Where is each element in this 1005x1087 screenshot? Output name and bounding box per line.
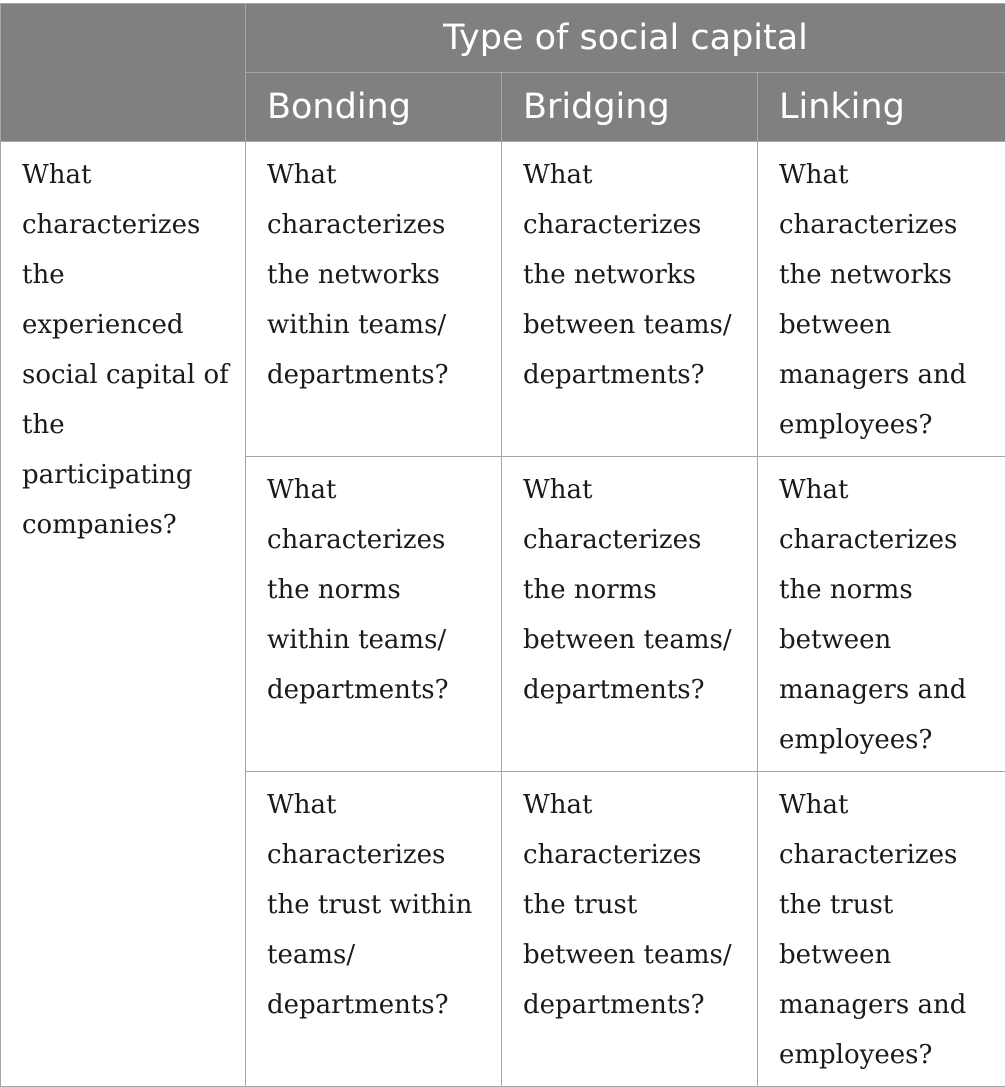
column-header-bridging: Bridging	[502, 73, 758, 142]
cell-trust-bridging: What characterizes the trust between teams/ departments?	[502, 772, 758, 1087]
cell-norms-bonding: What characterizes the norms within teams/ departments?	[246, 457, 502, 772]
social-capital-table	[0, 3, 1005, 1087]
cell-networks-linking: What characterizes the networks between managers and employees?	[758, 142, 1005, 457]
cell-networks-bridging: What characterizes the networks between teams/ departments?	[502, 142, 758, 457]
header-corner-cell	[1, 4, 246, 142]
header-group-title: Type of social capital	[246, 4, 1005, 73]
cell-trust-bonding: What characterizes the trust within teams/ departments?	[246, 772, 502, 1087]
cell-norms-linking: What characterizes the norms between managers and employees?	[758, 457, 1005, 772]
cell-networks-bonding: What characterizes the networks within teams/ departments?	[246, 142, 502, 457]
column-header-bonding: Bonding	[246, 73, 502, 142]
cell-norms-bridging: What characterizes the norms between teams/ departments?	[502, 457, 758, 772]
header-row-group	[1, 4, 1005, 73]
table-row-networks	[1, 142, 1005, 457]
column-header-linking: Linking	[758, 73, 1005, 142]
cell-trust-linking: What characterizes the trust between managers and employees?	[758, 772, 1005, 1087]
row-label-cell: What characterizes the experienced social capital of the participating companies?	[1, 142, 246, 1087]
